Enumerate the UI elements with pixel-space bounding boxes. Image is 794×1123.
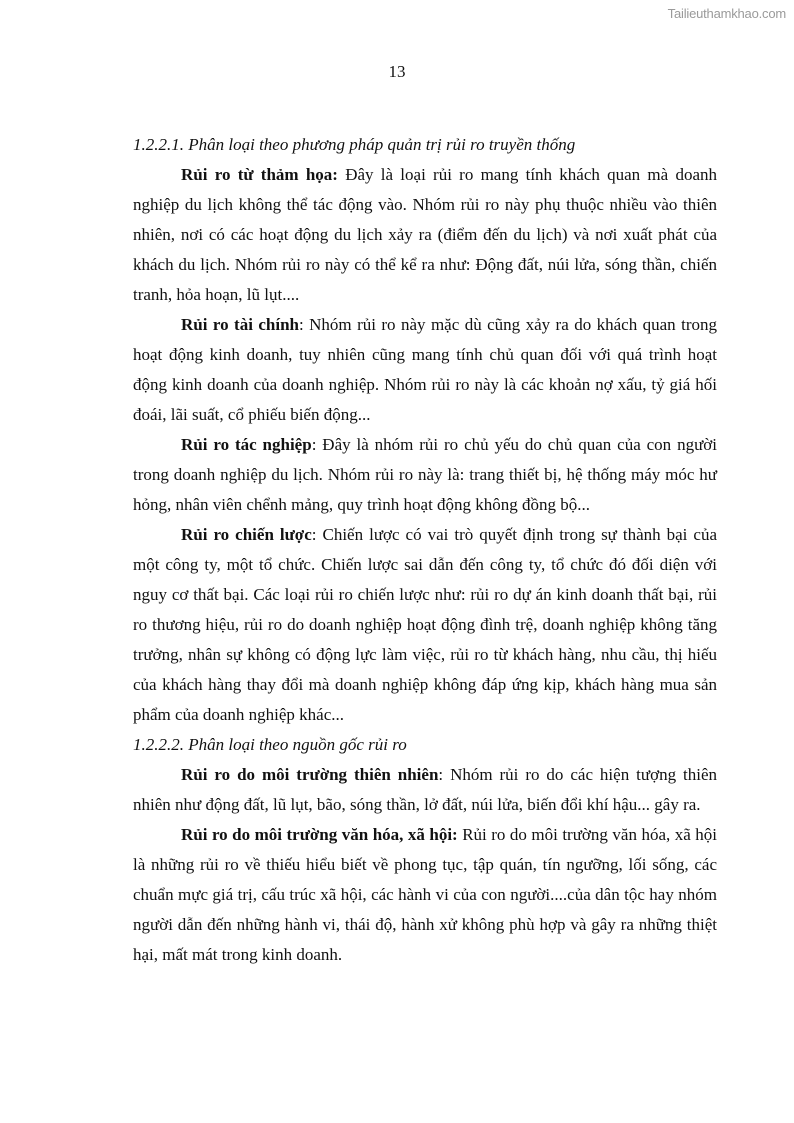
paragraph-operational-risk [133, 430, 717, 520]
paragraph-natural-environment-risk [133, 760, 717, 820]
paragraph-text: : Nhóm rủi ro do các hiện tượng thiên nhiên như động đất, lũ lụt, bão, sóng thần, lở đất, núi lửa, biến đổi khí hậu... gây ra. [133, 765, 717, 814]
paragraph-strategic-risk [133, 520, 717, 730]
term: Rủi ro do môi trường thiên nhiên [181, 765, 439, 784]
section-heading: 1.2.2.2. Phân loại theo nguồn gốc rủi ro [133, 735, 407, 754]
term: Rủi ro tài chính [181, 315, 299, 334]
paragraph-text: Rủi ro do môi trường văn hóa, xã hội là những rủi ro về thiếu hiểu biết về phong tục, tập quán, tín ngưỡng, lối sống, các chuẩn mực giá trị, cấu trúc xã hội, các hành vi của con người....của dân tộc hay nhóm người dẫn đến những hành vi, thái độ, hành xử không phù hợp và gây ra những thiệt hại, mất mát trong kinh doanh. [133, 825, 717, 964]
watermark: Tailieuthamkhao.com [667, 6, 786, 21]
term: Rủi ro chiến lược [181, 525, 312, 544]
paragraph-financial-risk [133, 310, 717, 430]
section-heading: 1.2.2.1. Phân loại theo phương pháp quản trị rủi ro truyền thống [133, 135, 576, 154]
page-number: 13 [388, 62, 406, 81]
paragraph-text: Đây là loại rủi ro mang tính khách quan mà doanh nghiệp du lịch không thể tác động vào. Nhóm rủi ro này phụ thuộc nhiều vào thiên nhiên, nơi có các hoạt động du lịch xảy ra (điểm đến du lịch) và nơi xuất phát của khách du lịch. Nhóm rủi ro này có thể kể ra như: Động đất, núi lửa, sóng thần, chiến tranh, hỏa hoạn, lũ lụt.... [133, 165, 717, 304]
term: Rủi ro từ thảm họa: [181, 165, 338, 184]
paragraph-disaster-risk [133, 160, 717, 310]
paragraph-text: : Nhóm rủi ro này mặc dù cũng xảy ra do khách quan trong hoạt động kinh doanh, tuy nhiên cũng mang tính chủ quan đối với quá trình hoạt động kinh doanh của doanh nghiệp. Nhóm rủi ro này là các khoản nợ xấu, tỷ giá hối đoái, lãi suất, cổ phiếu biến động... [133, 315, 717, 424]
paragraph-text: : Chiến lược có vai trò quyết định trong sự thành bại của một công ty, một tổ chức. Chiến lược sai dẫn đến công ty, tổ chức đó đối diện với nguy cơ thất bại. Các loại rủi ro chiến lược như: rủi ro dự án kinh doanh thất bại, rủi ro thương hiệu, rủi ro do doanh nghiệp hoạt động đình trệ, doanh nghiệp không tăng trưởng, nhân sự không có động lực làm việc, rủi ro từ khách hàng, nhu cầu, thị hiếu của khách hàng thay đổi mà doanh nghiệp không đáp ứng kịp, khách hàng mua sản phẩm của doanh nghiệp khác... [133, 525, 717, 724]
term: Rủi ro do môi trường văn hóa, xã hội: [181, 825, 458, 844]
document-body [133, 130, 717, 970]
paragraph-text: : Đây là nhóm rủi ro chủ yếu do chủ quan của con người trong doanh nghiệp du lịch. Nhóm rủi ro này là: trang thiết bị, hệ thống máy móc hư hỏng, nhân viên chểnh mảng, quy trình hoạt động không đồng bộ... [133, 435, 717, 514]
term: Rủi ro tác nghiệp [181, 435, 312, 454]
paragraph-sociocultural-risk [133, 820, 717, 970]
